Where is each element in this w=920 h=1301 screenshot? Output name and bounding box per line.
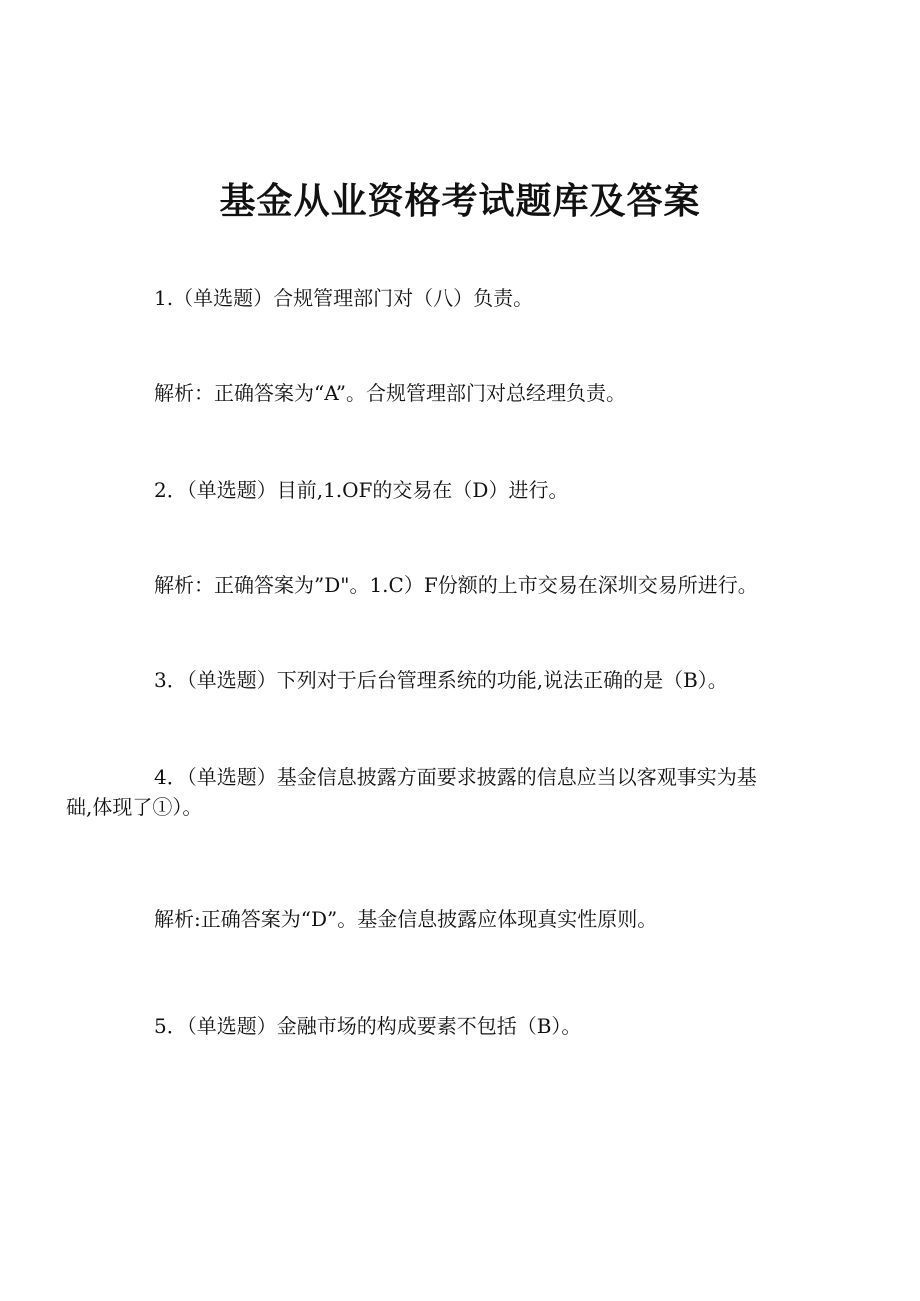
question-4 [66, 762, 820, 822]
question-1: 1.（单选题）合规管理部门对（八）负责。 [154, 286, 534, 310]
document-title: 基金从业资格考试题库及答案 [219, 181, 701, 222]
question-5: 5．（单选题）金融市场的构成要素不包括（B）。 [154, 1014, 582, 1038]
question-4-line-1: 4．（单选题）基金信息披露方面要求披露的信息应当以客观事实为基 [154, 765, 757, 789]
analysis-2: 解析：正确答案为”D"。1.C）F份额的上市交易在深圳交易所进行。 [154, 573, 758, 597]
question-2: 2．（单选题）目前,1.OF的交易在（D）进行。 [154, 478, 569, 502]
analysis-1: 解析：正确答案为“A”。合规管理部门对总经理负责。 [154, 381, 626, 405]
question-3: 3．（单选题）下列对于后台管理系统的功能,说法正确的是（B）。 [154, 668, 728, 692]
analysis-4: 解析:正确答案为“D”。基金信息披露应体现真实性原则。 [154, 907, 658, 931]
question-4-line-2: 础,体现了①）。 [66, 795, 203, 819]
